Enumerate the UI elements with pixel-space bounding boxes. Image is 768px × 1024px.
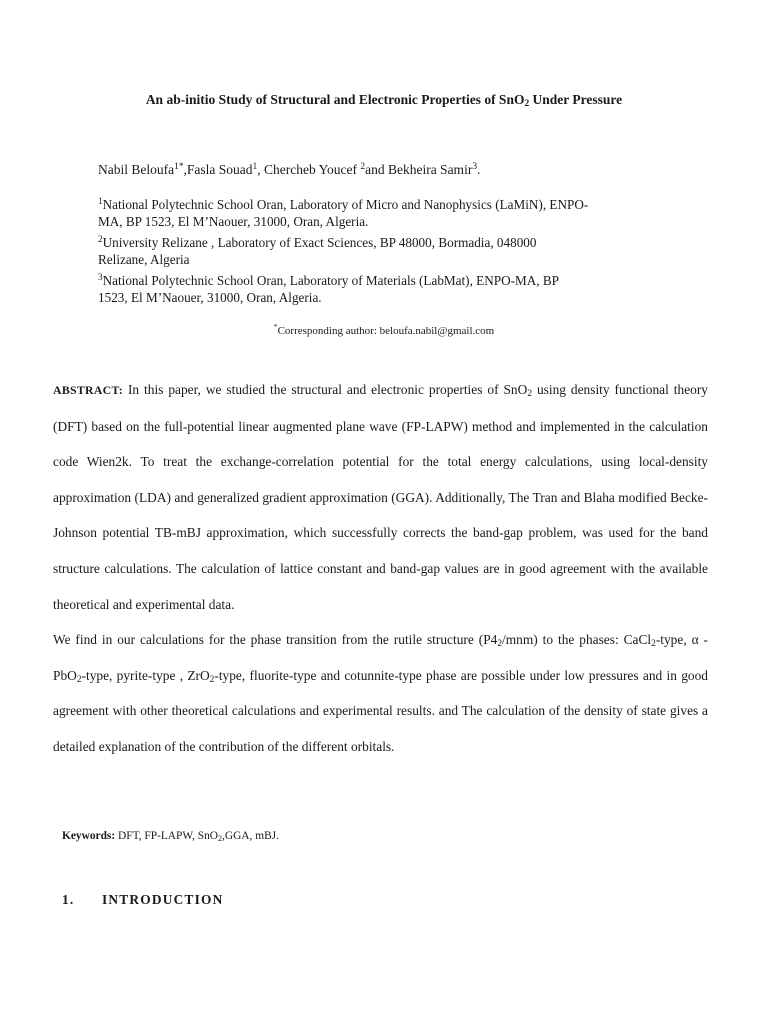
section-heading [62, 892, 224, 908]
title-subscript: 2 [524, 99, 530, 109]
abstract-text: -type, pyrite-type , ZrO [81, 667, 210, 683]
abstract-text: /mnm) to the phases: CaCl [502, 632, 652, 648]
corresponding-author [0, 322, 768, 337]
abstract-text: using density functional theory (DFT) based on the full-potential linear augmented plane wave (FP-LAPW) method and implemented in the calculation code Wien2k. To treat the exchange-correlation potential for the total energy calculations, using local-density approximation (LDA) and generalized gradient approximation (GGA). Additionally, The Tran and Blaha modified Becke-Johnson potential TB-mBJ approximation, which successfully corrects the band-gap problem, was used for the band structure calculations. The calculation of lattice constant and band-gap values are in good agreement with the available theoretical and experimental data. [53, 382, 708, 612]
abstract-label: ABSTRACT: [53, 383, 123, 397]
section-number: 1. [62, 892, 75, 907]
abstract-paragraph-1 [53, 372, 708, 622]
author-name: and Bekheira Samir [365, 162, 473, 177]
abstract-text: -type, α -PbO [53, 632, 708, 683]
author-name: Nabil Beloufa [98, 162, 175, 177]
author-name: Chercheb Youcef [264, 162, 361, 177]
author-sup: 3 [472, 162, 478, 172]
author-name: Fasla Souad [186, 162, 253, 177]
affiliation-text: National Polytechnic School Oran, Laboratory of Micro and Nanophysics (LaMiN), ENPO- [102, 197, 589, 212]
title-text: An ab-initio Study of Structural and Electronic Properties of SnO [145, 92, 525, 107]
abstract-text: -type, fluorite-type and cotunnite-type phase are possible under low pressures and in good agreement with other theoretical calculations and experimental results. and The calculation of the density of state gives a detailed explanation of the contribution of the different orbitals. [53, 667, 708, 754]
affiliation-sup: 1 [98, 196, 103, 206]
affiliation-1 [98, 196, 658, 230]
author-sep: . [477, 162, 481, 177]
affiliation-line [98, 272, 658, 289]
abstract [53, 372, 708, 765]
affiliation-sup: 2 [98, 234, 103, 244]
affiliation-line [98, 234, 658, 251]
affiliation-3 [98, 272, 658, 306]
keywords-label: Keywords: [62, 830, 116, 842]
keywords-subscript: 2 [218, 834, 222, 843]
author-sep: , [257, 162, 265, 177]
affiliation-text: University Relizane , Laboratory of Exact Sciences, BP 48000, Bormadia, 048000 [102, 235, 537, 250]
affiliation-text: 1523, El M’Naouer, 31000, Oran, Algeria. [98, 290, 322, 305]
corresponding-text: Corresponding author: beloufa.nabil@gmail.com [277, 325, 495, 337]
author-sup: 1 [252, 162, 258, 172]
abstract-text: We find in our calculations for the phase transition from the rutile structure (P4 [53, 632, 498, 648]
author-sup: 2 [360, 162, 366, 172]
abstract-subscript: 2 [651, 639, 656, 650]
author-sup: 1* [174, 162, 184, 172]
paper-title [0, 92, 768, 108]
keywords-text: ,GGA, mBJ. [222, 830, 279, 842]
affiliation-sup: 3 [98, 272, 103, 282]
affiliation-2 [98, 234, 658, 268]
keywords [62, 830, 279, 842]
abstract-text: In this paper, we studied the structural and electronic properties of SnO [123, 382, 528, 397]
affiliation-text: MA, BP 1523, El M’Naouer, 31000, Oran, Algeria. [98, 214, 369, 229]
abstract-subscript: 2 [497, 639, 503, 650]
title-text-end: Under Pressure [529, 92, 623, 107]
abstract-subscript: 2 [76, 674, 82, 685]
abstract-subscript: 2 [209, 674, 215, 685]
affiliation-text: National Polytechnic School Oran, Laboratory of Materials (LabMat), ENPO-MA, BP [102, 273, 559, 288]
affiliation-text: Relizane, Algeria [98, 252, 190, 267]
abstract-subscript: 2 [527, 389, 532, 399]
section-title: INTRODUCTION [102, 892, 224, 907]
affiliation-line [98, 196, 658, 213]
keywords-text: DFT, FP-LAPW, SnO [115, 830, 219, 842]
author-sep: , [183, 162, 187, 177]
abstract-paragraph-2 [53, 622, 708, 764]
author-list [98, 162, 480, 178]
corresponding-sup: * [273, 322, 278, 331]
